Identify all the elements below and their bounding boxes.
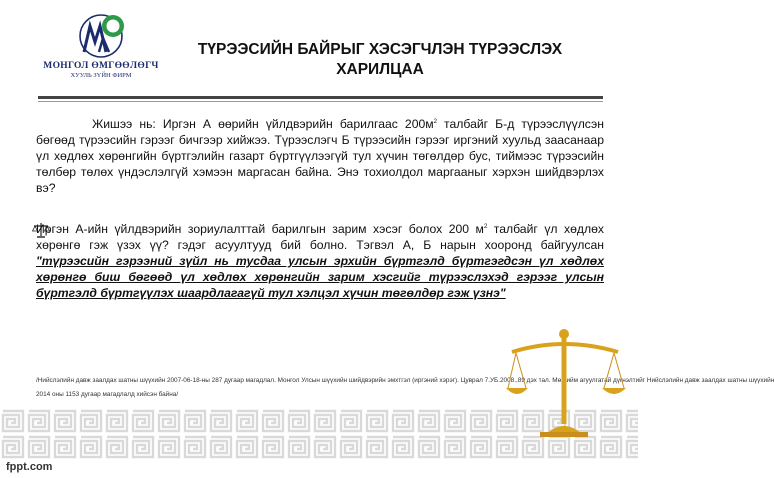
title-divider-thin (38, 101, 603, 102)
footnote-line-1: /Нийслэлийн давж заалдах шатны шүүхийн 2007-06-18-ны 287 дугаар магадлал. Монгол Улсын шүүхийн шийдвэрийн эмхтгэл (иргэний хэрэг). Цуврал 7.УБ.2008.,89 дэх тал. Мөн ийм агуулгатай дүгнэлтийг Нийслэлийн давж заалдах шатны шүүхийн (36, 377, 774, 384)
para2-text-start: Иргэн А-ийн үйлдвэрийн зориулалттай барилгын зарим хэсэг болох 200 м (36, 222, 484, 237)
company-name: МОНГОЛ ӨМГӨӨЛӨГЧ (43, 61, 159, 71)
para1-text-end: талбайг Б-д түрээслүүлсэн бөгөөд түрээсийн гэрээг бичгээр хийжээ. Түрээслэгч Б түрээсийн гэрээг иргэний хуульд заасанаар үл хөдлөх хөрөнгийн бүртгэлийн газарт бүртгүүлээгүй тул хүчин төгөлдөр бус, тиймээс түрээсийн төлбөр төлөх үндэслэлгүй хэмээн маргасан байна. Энэ тохиолдол маргааныг хэрхэн шийдвэрлэх вэ? (36, 117, 604, 196)
analysis-paragraph (36, 219, 604, 301)
para1-text-start: Жишээ нь: Иргэн А өөрийн үйлдвэрийн барилгаас 200м (92, 117, 434, 132)
scales-of-justice-icon (506, 326, 626, 438)
court-quote: "түрээсийн гэрээний зүйл нь тусдаа улсын эрхийн бүртгэлд бүртгэгдсэн үл хөдлөх хөрөнгө биш бөгөөд үл хөдлөх хөрөнгийн зарим хэсгийг түрээслэхэд гэрээг улсын бүртгэлд бүртгүүлэх шаардлагагүй тул хэлцэл хүчин төгөлдөр гэж үзнэ" (36, 254, 604, 301)
company-logo (42, 12, 160, 84)
title-line-1: ТҮРЭЭСИЙН БАЙРЫГ ХЭСЭГЧЛЭН ТҮРЭЭСЛЭХ (197, 41, 563, 58)
title-line-2: ХАРИЛЦАА (336, 61, 424, 78)
company-subtitle: ХУУЛЬ ЗҮЙН ФИРМ (70, 72, 132, 79)
para1-superscript: 2 (433, 119, 437, 125)
site-watermark: fppt.com (6, 461, 53, 473)
title-divider (38, 96, 603, 99)
para2-text-mid: талбайг үл хөдлөх хөрөнгө гэж үзэх үү? гэдэг асуултууд бий болно. Тэгвэл А, Б нарын хооронд байгуулсан (36, 222, 604, 253)
para2-superscript: 2 (483, 224, 488, 230)
example-paragraph (36, 114, 604, 196)
monogram-logo-icon (69, 12, 133, 60)
footnote-line-2: 2014 оны 1153 дугаар магадлалд хийсэн байна/ (36, 391, 179, 398)
slide-title (180, 40, 580, 80)
